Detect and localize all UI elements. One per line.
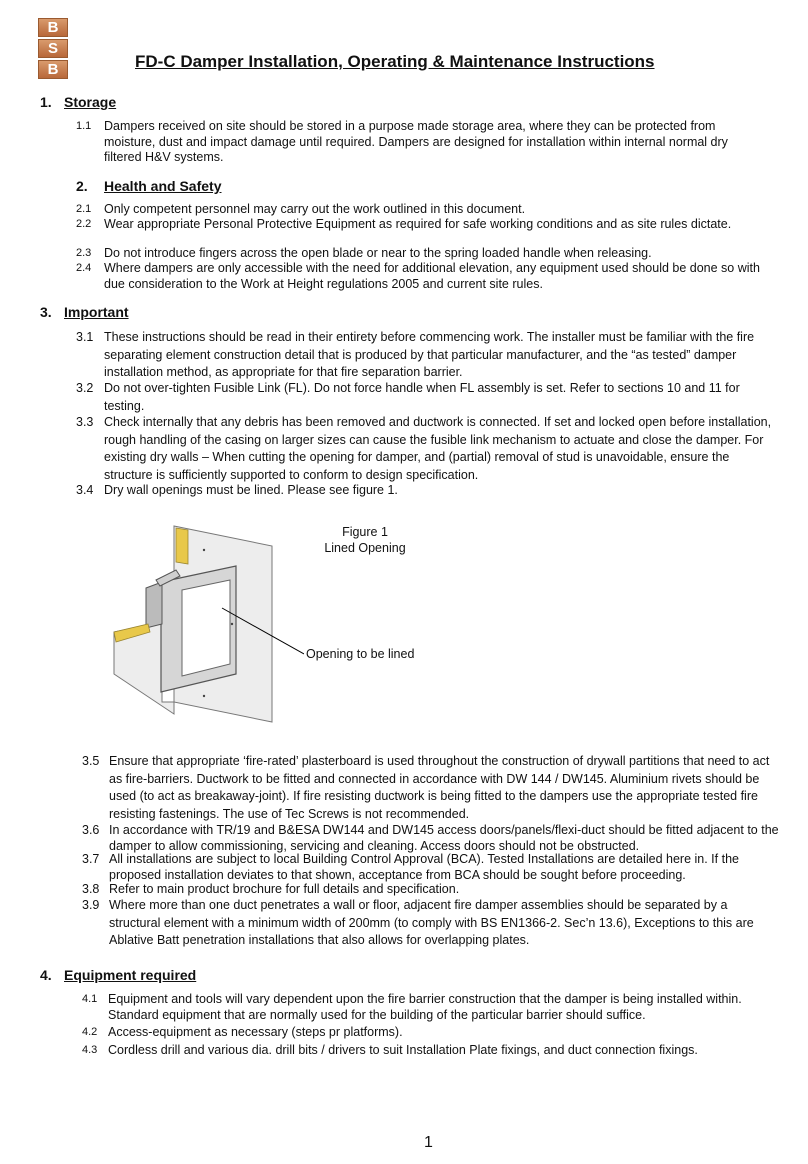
figure-callout-label: Opening to be lined <box>306 647 415 661</box>
section-number: 1. <box>40 94 52 110</box>
paragraph-text: Access-equipment as necessary (steps pr platforms). <box>108 1025 403 1039</box>
paragraph-text: In accordance with TR/19 and B&ESA DW144 and DW145 access doors/panels/flexi-duct should be fitted adjacent to the damper to allow commissioning, servicing and cleaning. Access doors should not be obstructed. <box>109 823 779 853</box>
logo-letter: B <box>38 60 68 79</box>
paragraph-text: Dry wall openings must be lined. Please see figure 1. <box>104 483 398 497</box>
paragraph-text: Refer to main product brochure for full details and specification. <box>109 882 460 896</box>
paragraph-text: Wear appropriate Personal Protective Equipment as required for safe working conditions and as site rules dictate. <box>104 217 732 231</box>
paragraph-number: 3.5 <box>82 754 100 768</box>
section-title: Equipment required <box>64 967 197 983</box>
paragraph-1-1 <box>76 119 766 166</box>
paragraph-number: 3.1 <box>76 330 94 344</box>
paragraph-number: 2.2 <box>76 218 92 230</box>
paragraph-number: 4.1 <box>82 993 98 1005</box>
section-number: 3. <box>40 304 52 320</box>
document-title: FD-C Damper Installation, Operating & Maintenance Instructions <box>135 52 655 71</box>
paragraph-4-3 <box>82 1043 782 1059</box>
paragraph-3-8 <box>82 882 782 898</box>
section-title: Health and Safety <box>104 178 222 194</box>
paragraph-number: 3.8 <box>82 882 100 896</box>
paragraph-text: Do not introduce fingers across the open blade or near to the spring loaded handle when releasing. <box>104 246 652 260</box>
paragraph-number: 2.1 <box>76 203 92 215</box>
paragraph-4-1 <box>82 992 782 1023</box>
paragraph-4-2 <box>82 1025 782 1041</box>
section-heading-important <box>40 304 129 320</box>
section-heading-equipment <box>40 967 196 983</box>
insulation-top <box>176 528 188 564</box>
page-number: 1 <box>424 1134 433 1151</box>
section-title: Storage <box>64 94 117 110</box>
paragraph-number: 1.1 <box>76 120 92 132</box>
paragraph-number: 4.2 <box>82 1026 98 1038</box>
section-title: Important <box>64 304 129 320</box>
section-number: 4. <box>40 967 52 983</box>
paragraph-2-4 <box>76 261 776 292</box>
paragraph-number: 3.4 <box>76 483 94 497</box>
paragraph-text: Where more than one duct penetrates a wall or floor, adjacent fire damper assemblies should be separated by a structural element with a minimum width of 200mm (to comply with BS EN1366-2. Sec’n 13.6), Exceptions to this are Ablative Batt penetration installations that also allows for overlapping plates. <box>109 898 754 947</box>
company-logo <box>38 18 68 78</box>
screw-mark <box>203 549 205 551</box>
paragraph-3-6 <box>82 823 782 854</box>
paragraph-number: 3.9 <box>82 898 100 912</box>
paragraph-3-4 <box>76 482 776 500</box>
paragraph-2-1 <box>76 202 776 218</box>
paragraph-number: 3.6 <box>82 823 100 837</box>
paragraph-number: 3.2 <box>76 381 94 395</box>
figure-caption-title: Figure 1 <box>342 525 388 539</box>
lined-opening-figure <box>104 524 304 724</box>
paragraph-text: Cordless drill and various dia. drill bits / drivers to suit Installation Plate fixings, and duct connection fixings. <box>108 1043 698 1057</box>
paragraph-number: 2.3 <box>76 247 92 259</box>
paragraph-number: 3.7 <box>82 852 100 866</box>
paragraph-3-7 <box>82 852 782 883</box>
paragraph-text: Where dampers are only accessible with the need for additional elevation, any equipment used should be done so with due consideration to the Work at Height regulations 2005 and current site rules. <box>104 261 760 291</box>
paragraph-3-1 <box>76 329 776 382</box>
paragraph-text: Dampers received on site should be stored in a purpose made storage area, where they can be protected from moisture, dust and impact damage until required. Dampers are designed for installation within internal normal dry filtered H&V systems. <box>104 119 728 164</box>
paragraph-3-3 <box>76 414 776 484</box>
paragraph-text: All installations are subject to local Building Control Approval (BCA). Tested Installations are detailed here in. If the proposed installation deviates to that shown, acceptance from BCA should be sought before proceeding. <box>109 852 739 882</box>
paragraph-2-3 <box>76 246 776 262</box>
paragraph-text: These instructions should be read in their entirety before commencing work. The installer must be familiar with the fire separating element construction detail that is produced by that particular manufacturer, and the “as tested” damper installation method, as appropriate for that fire separation barrier. <box>104 330 755 379</box>
paragraph-text: Do not over-tighten Fusible Link (FL). Do not force handle when FL assembly is set. Refer to sections 10 and 11 for testing. <box>104 381 740 413</box>
paragraph-3-2 <box>76 380 776 415</box>
paragraph-text: Equipment and tools will vary dependent upon the fire barrier construction that the damper is being installed within. Standard equipment that are normally used for the building of the particular barrier should suffice. <box>108 992 742 1022</box>
paragraph-number: 2.4 <box>76 262 92 274</box>
figure-caption <box>300 525 430 556</box>
paragraph-text: Only competent personnel may carry out the work outlined in this document. <box>104 202 526 216</box>
section-number: 2. <box>76 178 88 194</box>
logo-letter: S <box>38 39 68 58</box>
paragraph-number: 3.3 <box>76 415 94 429</box>
screw-mark <box>231 623 233 625</box>
paragraph-3-9 <box>82 897 782 950</box>
paragraph-text: Ensure that appropriate ‘fire-rated’ plasterboard is used throughout the construction of drywall partitions that need to act as fire-barriers. Ductwork to be fitted and connected in accordance with DW 144 / DW145. Aluminium rivets should be used (to act as breakaway-joint). If fire resisting ductwork is being fitted to the dampers use the appropriate tested fire resisting fastenings. The use of Tec Screws is not recommended. <box>109 754 770 821</box>
opening-hole <box>182 580 230 676</box>
section-heading-health <box>76 178 221 194</box>
paragraph-3-5 <box>82 753 782 823</box>
screw-mark <box>203 695 205 697</box>
section-heading-storage <box>40 94 116 110</box>
paragraph-2-2 <box>76 217 776 233</box>
stud-channel <box>146 582 162 628</box>
figure-caption-subtitle: Lined Opening <box>324 540 406 555</box>
paragraph-text: Check internally that any debris has been removed and ductwork is connected. If set and locked open before installation, rough handling of the casing on larger sizes can cause the fusible link mechanism to actuate and close the damper. For existing dry walls – When cutting the opening for damper, and (partial) removal of stud is unavoidable, ensure the structure is sufficiently supported to conform to design specification. <box>104 415 772 482</box>
logo-letter: B <box>38 18 68 37</box>
paragraph-number: 4.3 <box>82 1044 98 1056</box>
